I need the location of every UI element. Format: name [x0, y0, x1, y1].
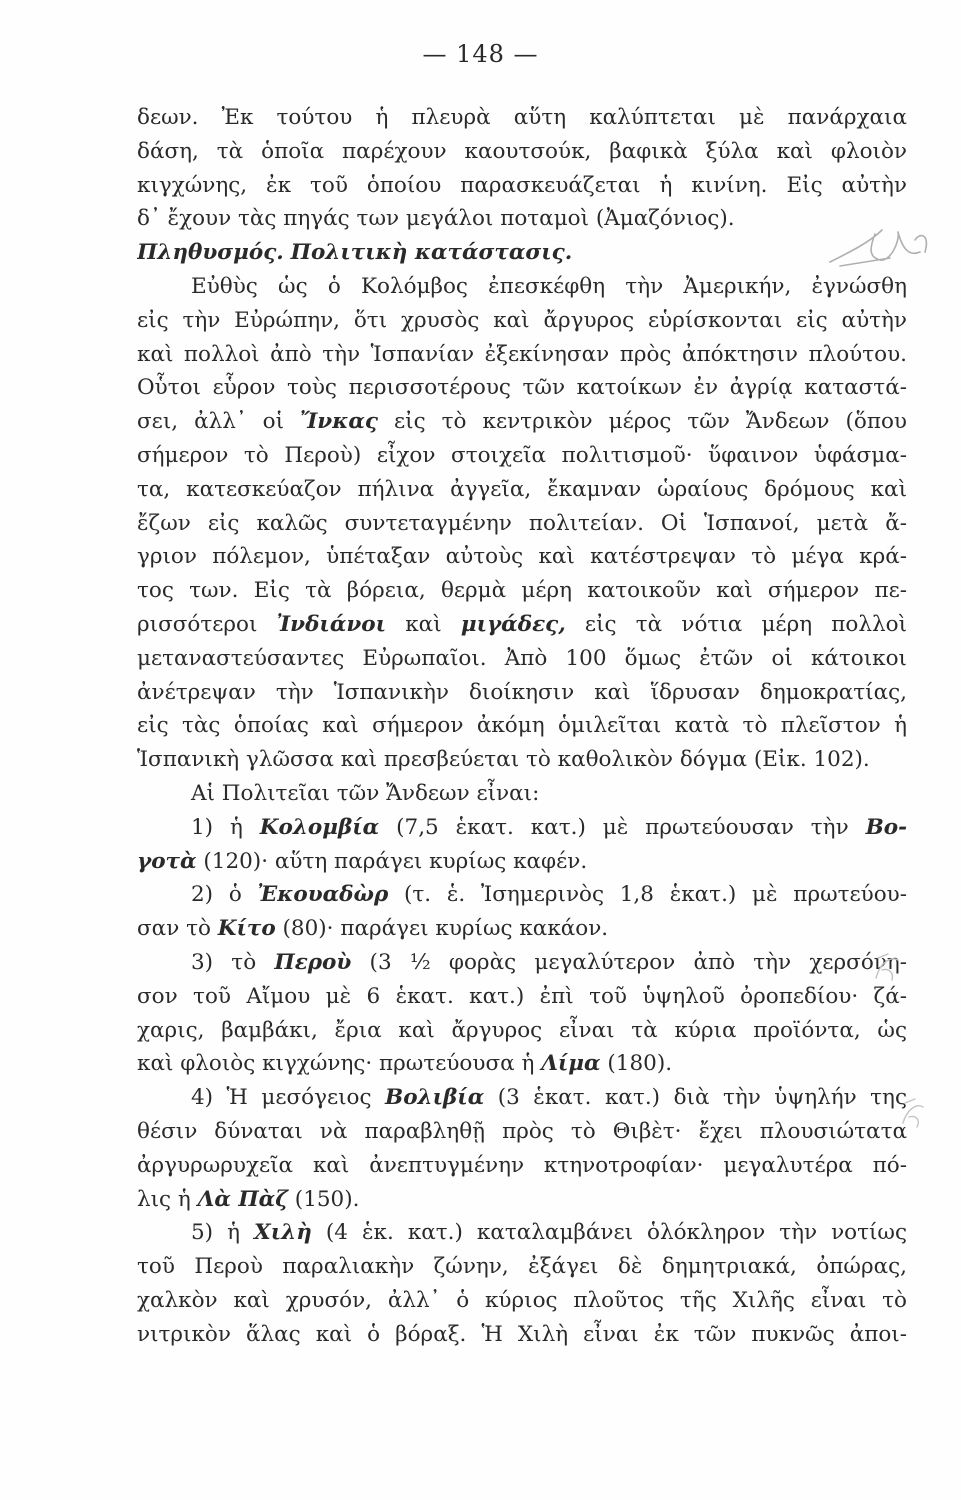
text-run: ρισσότεροι — [137, 611, 277, 637]
term-inkas: Ἴνκας — [300, 409, 378, 435]
text-line — [137, 1047, 907, 1081]
text-line: χαρις, βαμβάκι, ἔρια καὶ ἄργυρος εἶναι τὰ κύρια προϊόντα, ὡς — [137, 1017, 907, 1043]
text-run: (80)· παράγει κυρίως κακάον. — [275, 916, 609, 942]
text-line: ἔζων εἰς καλῶς συντεταγμένην πολιτείαν. Οἱ Ἱσπανοί, μετὰ ἄ- — [137, 510, 907, 536]
text-run: καὶ φλοιὸς κιγχώνης· πρωτεύουσα ἡ — [137, 1051, 542, 1077]
text-line — [137, 608, 907, 642]
pencil-mark — [868, 948, 908, 988]
text-run: (3 ἑκατ. κατ.) διὰ τὴν ὑψηλήν της — [484, 1085, 907, 1111]
text-line: Οὗτοι εὗρον τοὺς περισσοτέρους τῶν κατοίκων ἐν ἀγρίᾳ καταστά- — [137, 375, 907, 401]
term-bolivia: Βολιβία — [385, 1085, 485, 1111]
list-item-chile — [137, 1216, 907, 1250]
text-run: εἰς τὸ κεντρικὸν μέρος τῶν Ἄνδεων (ὅπου — [377, 409, 907, 435]
text-line: μεταναστεύσαντες Εὐρωπαῖοι. Ἀπὸ 100 ὅμως ἐτῶν οἱ κάτοικοι — [137, 645, 907, 671]
text-run: 4) Ἡ μεσόγειος — [191, 1085, 386, 1111]
text-run: 1) ἡ — [191, 814, 260, 840]
text-line: τος των. Εἰς τὰ βόρεια, θερμὰ μέρη κατοικοῦν καὶ σήμερον πε- — [137, 578, 907, 604]
section-heading — [137, 236, 907, 270]
text-run: (τ. ἑ. Ἰσημερινὸς 1,8 ἑκατ.) μὲ πρωτεύου- — [388, 882, 907, 908]
term-indians: Ἰνδιάνοι — [276, 611, 387, 637]
heading-population: Πληθυσμός. — [137, 240, 284, 266]
text-line: γριον πόλεμον, ὑπέταξαν αὐτοὺς καὶ κατέστρεψαν τὸ μέγα κρά- — [137, 544, 907, 570]
pencil-mark — [893, 1093, 933, 1133]
text-line: θέσιν δύναται νὰ παραβληθῇ πρὸς τὸ Θιβὲτ· ἔχει πλουσιώτατα — [137, 1118, 907, 1144]
text-line — [137, 845, 907, 879]
text-run: (180). — [600, 1051, 673, 1077]
text-run: λις ἡ — [137, 1186, 198, 1212]
text-line — [137, 1183, 907, 1217]
text-run: 5) ἡ — [191, 1220, 255, 1246]
text-run: σαν τὸ — [137, 916, 218, 942]
text-line — [137, 912, 907, 946]
text-line: Εὐθὺς ὡς ὁ Κολόμβος ἐπεσκέφθη τὴν Ἀμερικήν, ἐγνώσθη — [191, 273, 907, 299]
list-item-ecuador — [137, 878, 907, 912]
text-line: δ᾽ ἔχουν τὰς πηγάς των μεγάλοι ποταμοὶ (Ἀμαζόνιος). — [137, 206, 735, 232]
text-line: νιτρικὸν ἅλας καὶ ὁ βόραξ. Ἡ Χιλὴ εἶναι ἐκ τῶν πυκνῶς ἀποι- — [137, 1321, 907, 1347]
term-peru: Περοὺ — [274, 949, 352, 975]
text-run: (4 ἑκ. κατ.) καταλαμβάνει ὁλόκληρον τὴν νοτίως — [311, 1220, 907, 1246]
term-colombia: Κολομβία — [259, 814, 380, 840]
text-line: σον τοῦ Αἴμου μὲ 6 ἑκατ. κατ.) ἐπὶ τοῦ ὑψηλοῦ ὀροπεδίου· ζά- — [137, 983, 907, 1009]
text-run: 2) ὁ — [191, 882, 258, 908]
text-run: εἰς τὰ νότια μέρη πολλοὶ — [565, 611, 907, 637]
body-text — [137, 101, 907, 1351]
text-line: καὶ πολλοὶ ἀπὸ τὴν Ἱσπανίαν ἐξεκίνησαν πρὸς ἀπόκτησιν πλούτου. — [137, 341, 907, 367]
text-run: (7,5 ἑκατ. κατ.) μὲ πρωτεύουσαν τὴν — [379, 814, 866, 840]
text-line: Αἱ Πολιτεῖαι τῶν Ἄνδεων εἶναι: — [191, 780, 540, 806]
text-line: δεων. Ἐκ τούτου ἡ πλευρὰ αὕτη καλύπτεται μὲ πανάρχαια — [137, 105, 907, 130]
text-line: σήμερον τὸ Περοὺ) εἶχον στοιχεῖα πολιτισμοῦ· ὕφαινον ὑφάσμα- — [137, 442, 907, 468]
list-item-peru — [137, 946, 907, 980]
text-line: εἰς τὴν Εὐρώπην, ὅτι χρυσὸς καὶ ἄργυρος εὑρίσκονται εἰς αὐτὴν — [137, 307, 907, 333]
page-number: — 148 — — [422, 40, 539, 68]
text-run: καὶ — [386, 611, 461, 637]
text-line: τα, κατεσκεύαζον πήλινα ἀγγεῖα, ἔκαμναν ὡραίους δρόμους καὶ — [137, 476, 907, 502]
text-line: ἀργυρωρυχεῖα καὶ ἀνεπτυγμένην κτηνοτροφίαν· μεγαλυτέρα πό- — [137, 1152, 907, 1178]
term-la-paz: Λὰ Πὰζ — [197, 1186, 288, 1212]
text-line: δάση, τὰ ὁποῖα παρέχουν καουτσούκ, βαφικὰ ξύλα καὶ φλοιὸν — [137, 138, 907, 164]
term-quito: Κίτο — [217, 916, 276, 942]
text-line: ἀνέτρεψαν τὴν Ἱσπανικὴν διοίκησιν καὶ ἵδρυσαν δημοκρατίας, — [137, 679, 907, 705]
text-line: εἰς τὰς ὁποίας καὶ σήμερον ἀκόμη ὁμιλεῖται κατὰ τὸ πλεῖστον ἡ — [137, 713, 907, 739]
term-lima: Λίμα — [541, 1051, 601, 1077]
text-run: (150). — [287, 1186, 360, 1212]
term-bogota-part1: Βο- — [865, 814, 907, 840]
text-run: (120)· αὕτη παράγει κυρίως καφέν. — [196, 848, 588, 874]
term-chile: Χιλὴ — [254, 1220, 312, 1246]
list-item-colombia — [137, 811, 907, 845]
text-line: χαλκὸν καὶ χρυσόν, ἀλλ᾽ ὁ κύριος πλοῦτος τῆς Χιλῆς εἶναι τὸ — [137, 1287, 907, 1313]
text-run: σει, ἀλλ᾽ οἱ — [137, 409, 301, 435]
text-line — [137, 405, 907, 439]
term-bogota-part2: γοτὰ — [137, 848, 197, 874]
list-item-bolivia — [137, 1081, 907, 1115]
text-run: 3) τὸ — [191, 949, 275, 975]
pencil-signature — [820, 222, 940, 272]
text-line: τοῦ Περοὺ παραλιακὴν ζώνην, ἐξάγει δὲ δημητριακά, ὀπώρας, — [137, 1254, 907, 1280]
text-line: Ἱσπανικὴ γλῶσσα καὶ πρεσβεύεται τὸ καθολικὸν δόγμα (Εἰκ. 102). — [137, 747, 870, 773]
term-mestizos: μιγάδες, — [460, 611, 566, 637]
text-run: (3 ½ φορὰς μεγαλύτερον ἀπὸ τὴν χερσόνη- — [351, 949, 907, 975]
heading-political-state: Πολιτικὴ κατάστασις. — [290, 240, 573, 266]
text-line: κιγχώνης, ἐκ τοῦ ὁποίου παρασκευάζεται ἡ κινίνη. Εἰς αὐτὴν — [137, 172, 907, 198]
term-ecuador: Ἐκουαδὼρ — [257, 882, 389, 908]
